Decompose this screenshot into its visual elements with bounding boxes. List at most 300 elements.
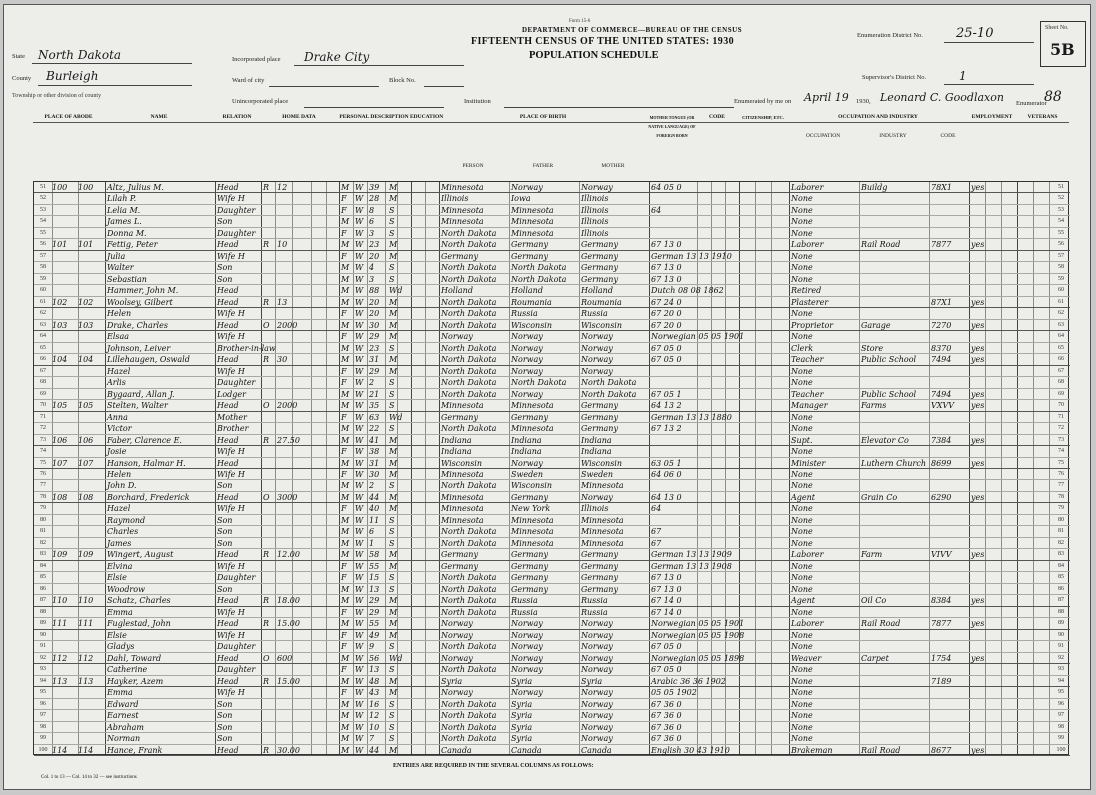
cell-race: W <box>355 424 364 434</box>
cell-val <box>277 228 309 239</box>
cell-race: W <box>355 183 364 192</box>
cell-race: W <box>355 722 364 732</box>
cell-sex: F <box>341 573 347 583</box>
cell-rel: Head <box>217 297 239 307</box>
row-number: 97 <box>40 712 46 719</box>
cell-name: Elsie <box>107 630 127 640</box>
cell-name: Earnest <box>107 711 139 721</box>
cell-age: 63 <box>369 412 380 422</box>
cell-val <box>277 262 309 273</box>
cell-oc <box>931 630 967 641</box>
cell-ind <box>861 377 929 388</box>
cell-occ: None <box>791 642 813 652</box>
cell-oc: VIVV <box>931 550 952 560</box>
cell-ind <box>861 228 929 239</box>
cell-sex: F <box>341 251 347 261</box>
cell-race: W <box>355 217 364 227</box>
incorporated-label: Incorporated place <box>232 56 281 63</box>
cell-mbp: Norway <box>581 688 613 698</box>
cell-code: Arabic 36 36 1902 <box>651 676 726 686</box>
cell-emp: yes <box>971 550 985 560</box>
group-veterans: VETERANS <box>1016 113 1069 123</box>
cell-code: 67 20 0 <box>651 309 682 319</box>
row-number: 90 <box>40 631 46 638</box>
cell-dw <box>52 503 78 514</box>
cell-fbp: Minnesota <box>511 401 554 411</box>
cell-fbp: Syria <box>511 676 533 686</box>
cell-emp <box>971 641 993 652</box>
cell-oc <box>931 733 967 744</box>
cell-age: 8 <box>369 205 375 215</box>
cell-val <box>277 308 309 319</box>
cell-val: 30 <box>277 355 288 365</box>
cell-name: Bygaard, Allan J. <box>107 389 175 399</box>
cell-rel: Son <box>217 515 233 525</box>
cell-ms: Wd <box>389 412 403 422</box>
cell-tenure <box>263 630 275 641</box>
row-number: 98 <box>40 723 46 730</box>
cell-ind: Farms <box>861 401 887 411</box>
cell-code: 67 05 0 <box>651 665 682 675</box>
schedule-title: POPULATION SCHEDULE <box>529 50 659 61</box>
cell-bp: North Dakota <box>441 228 497 238</box>
cell-ms: Wd <box>389 653 403 663</box>
cell-ind <box>861 561 929 572</box>
cell-name: Walter <box>107 263 134 273</box>
cell-ms: M <box>389 504 398 514</box>
cell-val <box>277 641 309 652</box>
cell-tenure <box>263 664 275 675</box>
cell-mbp: Germany <box>581 240 618 250</box>
supervisor-value: 1 <box>959 69 967 83</box>
cell-occ: None <box>791 470 813 479</box>
cell-rel: Daughter <box>217 642 256 652</box>
cell-fam <box>78 607 105 618</box>
unincorporated-label: Unincorporated place <box>232 98 289 105</box>
row-number: 89 <box>40 620 46 627</box>
cell-sex: F <box>341 688 347 698</box>
cell-race: W <box>355 642 364 652</box>
cell-bp: Germany <box>441 550 478 560</box>
cell-occ: None <box>791 194 813 204</box>
cell-occ: Plasterer <box>791 297 829 307</box>
cell-fam: 106 <box>78 435 94 445</box>
cell-fbp: Norway <box>511 665 543 675</box>
cell-bp: Minnesota <box>441 504 484 514</box>
cell-code: 67 36 0 <box>651 699 682 709</box>
cell-code <box>651 216 787 227</box>
cell-name: Hayker, Azem <box>107 676 164 686</box>
cell-race: W <box>355 596 364 606</box>
cell-mbp: Germany <box>581 573 618 583</box>
cell-race: W <box>355 228 364 238</box>
cell-occ: Agent <box>791 492 815 502</box>
table-row <box>34 458 1070 469</box>
cell-dw <box>52 216 78 227</box>
table-row <box>34 641 1070 652</box>
incorporated-value: Drake City <box>304 50 370 64</box>
cell-code: 64 05 0 <box>651 183 682 192</box>
cell-rel: Son <box>217 734 233 744</box>
cell-occ: None <box>791 573 813 583</box>
row-number: 82 <box>40 539 46 546</box>
cell-ind: Public School <box>861 355 917 365</box>
row-number-right: 97 <box>1058 712 1064 719</box>
row-number-right: 51 <box>1058 184 1064 190</box>
cell-val <box>277 572 309 583</box>
cell-dw: 109 <box>52 550 68 560</box>
cell-ms: S <box>389 699 395 709</box>
cell-fam <box>78 423 105 434</box>
table-row <box>34 354 1070 365</box>
cell-mbp: Germany <box>581 251 618 261</box>
row-number: 88 <box>40 608 46 615</box>
cell-ind: Rail Road <box>861 619 901 629</box>
county-label: County <box>12 75 32 82</box>
cell-val <box>277 423 309 434</box>
cell-rel: Daughter <box>217 665 256 675</box>
cell-ms: M <box>389 297 398 307</box>
cell-fbp: Norway <box>511 642 543 652</box>
cell-ind: Farm <box>861 550 883 560</box>
cell-rel: Wife H <box>217 251 245 261</box>
row-number: 91 <box>40 643 46 650</box>
row-number-right: 91 <box>1058 643 1064 650</box>
cell-occ: Weaver <box>791 653 822 663</box>
cell-bp: Norway <box>441 619 473 629</box>
cell-ind: Public School <box>861 389 917 399</box>
table-row <box>34 205 1070 216</box>
cell-occ: None <box>791 688 813 698</box>
cell-oc <box>931 699 967 710</box>
cell-tenure: R <box>263 355 270 365</box>
cell-val <box>277 733 309 744</box>
row-number-right: 99 <box>1058 735 1064 742</box>
cell-code: Norwegian 05 05 1901 <box>651 332 745 342</box>
cell-age: 20 <box>369 251 380 261</box>
cell-sex: F <box>341 228 347 238</box>
row-number: 64 <box>40 333 46 340</box>
cell-sex: M <box>341 320 350 330</box>
cell-rel: Head <box>217 286 239 296</box>
cell-age: 31 <box>369 355 380 365</box>
cell-mbp: Germany <box>581 401 618 411</box>
cell-age: 29 <box>369 366 380 376</box>
cell-name: Woodrow <box>107 584 145 594</box>
cell-oc <box>931 607 967 618</box>
cell-occ: None <box>791 274 813 284</box>
cell-occ: None <box>791 263 813 273</box>
cell-fam <box>78 274 105 285</box>
row-number: 95 <box>40 689 46 696</box>
cell-age: 23 <box>369 240 380 250</box>
cell-age: 43 <box>369 688 380 698</box>
cell-fbp: Germany <box>511 412 548 422</box>
cell-fam <box>78 446 105 457</box>
cell-val: 30.00 <box>277 745 300 755</box>
cell-code: 67 13 0 <box>651 240 682 250</box>
cell-rel: Daughter <box>217 228 256 238</box>
cell-age: 20 <box>369 297 380 307</box>
cell-oc: 8370 <box>931 343 952 353</box>
row-number: 59 <box>40 275 46 282</box>
cell-fbp: Germany <box>511 550 548 560</box>
cell-race: W <box>355 607 364 617</box>
cell-code: 67 14 0 <box>651 607 682 617</box>
cell-oc <box>931 687 967 698</box>
cell-tenure <box>263 193 275 204</box>
cell-code: Dutch 08 08 1862 <box>651 286 724 296</box>
cell-sex: M <box>341 424 350 434</box>
cell-emp: yes <box>971 458 985 468</box>
cell-code: German 13 13 1880 <box>651 412 732 422</box>
cell-code: Norwegian 05 05 1898 <box>651 653 745 663</box>
cell-tenure <box>263 262 275 273</box>
cell-occ: Laborer <box>791 619 824 629</box>
cell-race: W <box>355 527 364 537</box>
cell-mbp: Russia <box>581 309 608 319</box>
cell-name: Fettig, Peter <box>107 240 158 250</box>
cell-race: W <box>355 194 364 204</box>
cell-sex: F <box>341 561 347 571</box>
cell-oc: 7877 <box>931 240 952 250</box>
cell-sex: F <box>341 607 347 617</box>
cell-race: W <box>355 745 364 755</box>
cell-race: W <box>355 492 364 502</box>
cell-name: Donna M. <box>107 228 147 238</box>
cell-emp <box>971 377 993 388</box>
cell-age: 1 <box>369 538 375 548</box>
cell-fbp: Norway <box>511 343 543 353</box>
cell-val <box>277 205 309 216</box>
cell-ind <box>861 423 929 434</box>
cell-race: W <box>355 688 364 698</box>
cell-occ: Manager <box>791 401 828 411</box>
row-number-right: 56 <box>1058 241 1064 248</box>
cell-tenure: R <box>263 676 270 686</box>
cell-val: 2000 <box>277 401 298 411</box>
enumerated-date: April 19 <box>804 91 849 104</box>
cell-bp: Minnesota <box>441 183 484 192</box>
cell-fam: 112 <box>78 653 94 663</box>
cell-sex: F <box>341 332 347 342</box>
cell-rel: Wife H <box>217 470 245 479</box>
cell-ms: M <box>389 183 398 192</box>
cell-ind <box>861 469 929 480</box>
cell-dw <box>52 722 78 733</box>
cell-emp <box>971 446 993 457</box>
cell-age: 30 <box>369 320 380 330</box>
row-number: 56 <box>40 241 46 248</box>
cell-fbp: North Dakota <box>511 263 567 273</box>
table-row <box>34 343 1070 354</box>
cell-code: Norwegian 05 05 1901 <box>651 619 745 629</box>
cell-tenure <box>263 228 275 239</box>
cell-emp <box>971 607 993 618</box>
cell-tenure <box>263 733 275 744</box>
cell-dw <box>52 251 78 262</box>
cell-dw: 108 <box>52 492 68 502</box>
cell-ind <box>861 641 929 652</box>
cell-age: 55 <box>369 619 380 629</box>
cell-emp: yes <box>971 401 985 411</box>
cell-bp: Syria <box>441 676 463 686</box>
table-row <box>34 216 1070 227</box>
cell-fbp: Germany <box>511 251 548 261</box>
cell-code: 67 05 0 <box>651 642 682 652</box>
cell-emp <box>971 630 993 641</box>
cell-emp <box>971 193 993 204</box>
cell-oc <box>931 664 967 675</box>
table-row <box>34 182 1070 193</box>
cell-occ: None <box>791 228 813 238</box>
cell-tenure: O <box>263 320 270 330</box>
cell-fam <box>78 687 105 698</box>
table-row <box>34 239 1070 250</box>
cell-val <box>277 526 309 537</box>
cell-sex: F <box>341 470 347 479</box>
row-number-right: 62 <box>1058 310 1064 317</box>
cell-code <box>651 435 787 446</box>
cell-ind <box>861 412 929 423</box>
cell-val <box>277 503 309 514</box>
cell-fam: 108 <box>78 492 94 502</box>
table-row <box>34 503 1070 514</box>
cell-ms: S <box>389 642 395 652</box>
row-number-right: 80 <box>1058 516 1064 523</box>
cell-code: German 13 13 1909 <box>651 550 732 560</box>
cell-ms: M <box>389 194 398 204</box>
row-number: 51 <box>40 184 46 190</box>
row-number: 78 <box>40 493 46 500</box>
cell-val: 27.50 <box>277 435 300 445</box>
cell-race: W <box>355 412 364 422</box>
cell-fam <box>78 308 105 319</box>
row-number: 81 <box>40 528 46 535</box>
cell-ms: S <box>389 389 395 399</box>
cell-occ: None <box>791 711 813 721</box>
cell-bp: North Dakota <box>441 378 497 388</box>
cell-emp: yes <box>971 297 985 307</box>
cell-dw <box>52 308 78 319</box>
cell-occ: Laborer <box>791 183 824 192</box>
cell-rel: Head <box>217 492 239 502</box>
cell-ind: Buildg <box>861 183 888 192</box>
cell-code: 63 05 1 <box>651 458 682 468</box>
cell-fbp: Minnesota <box>511 228 554 238</box>
cell-sex: F <box>341 194 347 204</box>
cell-sex: M <box>341 389 350 399</box>
cell-ind <box>861 503 929 514</box>
cell-sex: M <box>341 699 350 709</box>
cell-fam: 104 <box>78 355 94 365</box>
cell-name: Anna <box>107 412 128 422</box>
cell-name: Johnson, Leiver <box>107 343 171 353</box>
cell-dw <box>52 366 78 377</box>
cell-fam <box>78 584 105 595</box>
table-row <box>34 745 1070 756</box>
cell-code <box>651 377 787 388</box>
cell-rel: Brother <box>217 424 249 434</box>
cell-sex: M <box>341 734 350 744</box>
cell-oc <box>931 366 967 377</box>
cell-dw <box>52 331 78 342</box>
cell-mbp: Norway <box>581 343 613 353</box>
cell-age: 3 <box>369 274 375 284</box>
cell-ms: S <box>389 274 395 284</box>
table-row <box>34 297 1070 308</box>
cell-dw <box>52 228 78 239</box>
cell-tenure: O <box>263 653 270 663</box>
cell-occ: None <box>791 699 813 709</box>
cell-code <box>651 193 787 204</box>
cell-mbp: Russia <box>581 607 608 617</box>
sheet-label: Sheet No. <box>1045 25 1069 31</box>
cell-oc <box>931 274 967 285</box>
cell-name: Wingert, August <box>107 550 174 560</box>
cell-fbp: Wisconsin <box>511 481 553 491</box>
cell-name: Schatz, Charles <box>107 596 171 606</box>
cell-bp: North Dakota <box>441 607 497 617</box>
cell-ms: S <box>389 584 395 594</box>
row-number: 87 <box>40 597 46 604</box>
table-row <box>34 480 1070 491</box>
cell-occ: None <box>791 676 813 686</box>
cell-code: 67 13 0 <box>651 573 682 583</box>
cell-emp <box>971 423 993 434</box>
cell-name: Hance, Frank <box>107 745 163 755</box>
cell-fbp: Wisconsin <box>511 320 553 330</box>
table-row <box>34 400 1070 411</box>
row-number: 99 <box>40 735 46 742</box>
cell-ms: M <box>389 492 398 502</box>
cell-val <box>277 515 309 526</box>
cell-sex: M <box>341 435 350 445</box>
row-number-right: 78 <box>1058 493 1064 500</box>
cell-ms: M <box>389 561 398 571</box>
cell-name: Raymond <box>107 515 146 525</box>
cell-emp <box>971 308 993 319</box>
cell-rel: Daughter <box>217 378 256 388</box>
row-number-right: 60 <box>1058 287 1064 294</box>
cell-code: 64 <box>651 504 662 514</box>
cell-val <box>277 216 309 227</box>
subhead-industry: INDUSTRY <box>879 133 907 139</box>
cell-code <box>651 228 787 239</box>
cell-oc <box>931 710 967 721</box>
cell-oc: 7877 <box>931 619 952 629</box>
table-row <box>34 618 1070 629</box>
cell-occ: None <box>791 424 813 434</box>
row-number-right: 86 <box>1058 585 1064 592</box>
cell-mbp: Norway <box>581 366 613 376</box>
cell-fbp: Russia <box>511 309 538 319</box>
cell-val <box>277 343 309 354</box>
cell-mbp: Germany <box>581 424 618 434</box>
cell-occ: Retired <box>791 286 822 296</box>
cell-ind <box>861 584 929 595</box>
cell-name: James L. <box>107 217 142 227</box>
cell-rel: Wife H <box>217 561 245 571</box>
cell-ind: Elevator Co <box>861 435 909 445</box>
cell-race: W <box>355 538 364 548</box>
cell-val <box>277 412 309 423</box>
cell-emp <box>971 699 993 710</box>
cell-dw: 104 <box>52 355 68 365</box>
cell-tenure <box>263 572 275 583</box>
cell-name: James <box>107 538 132 548</box>
cell-occ: None <box>791 366 813 376</box>
